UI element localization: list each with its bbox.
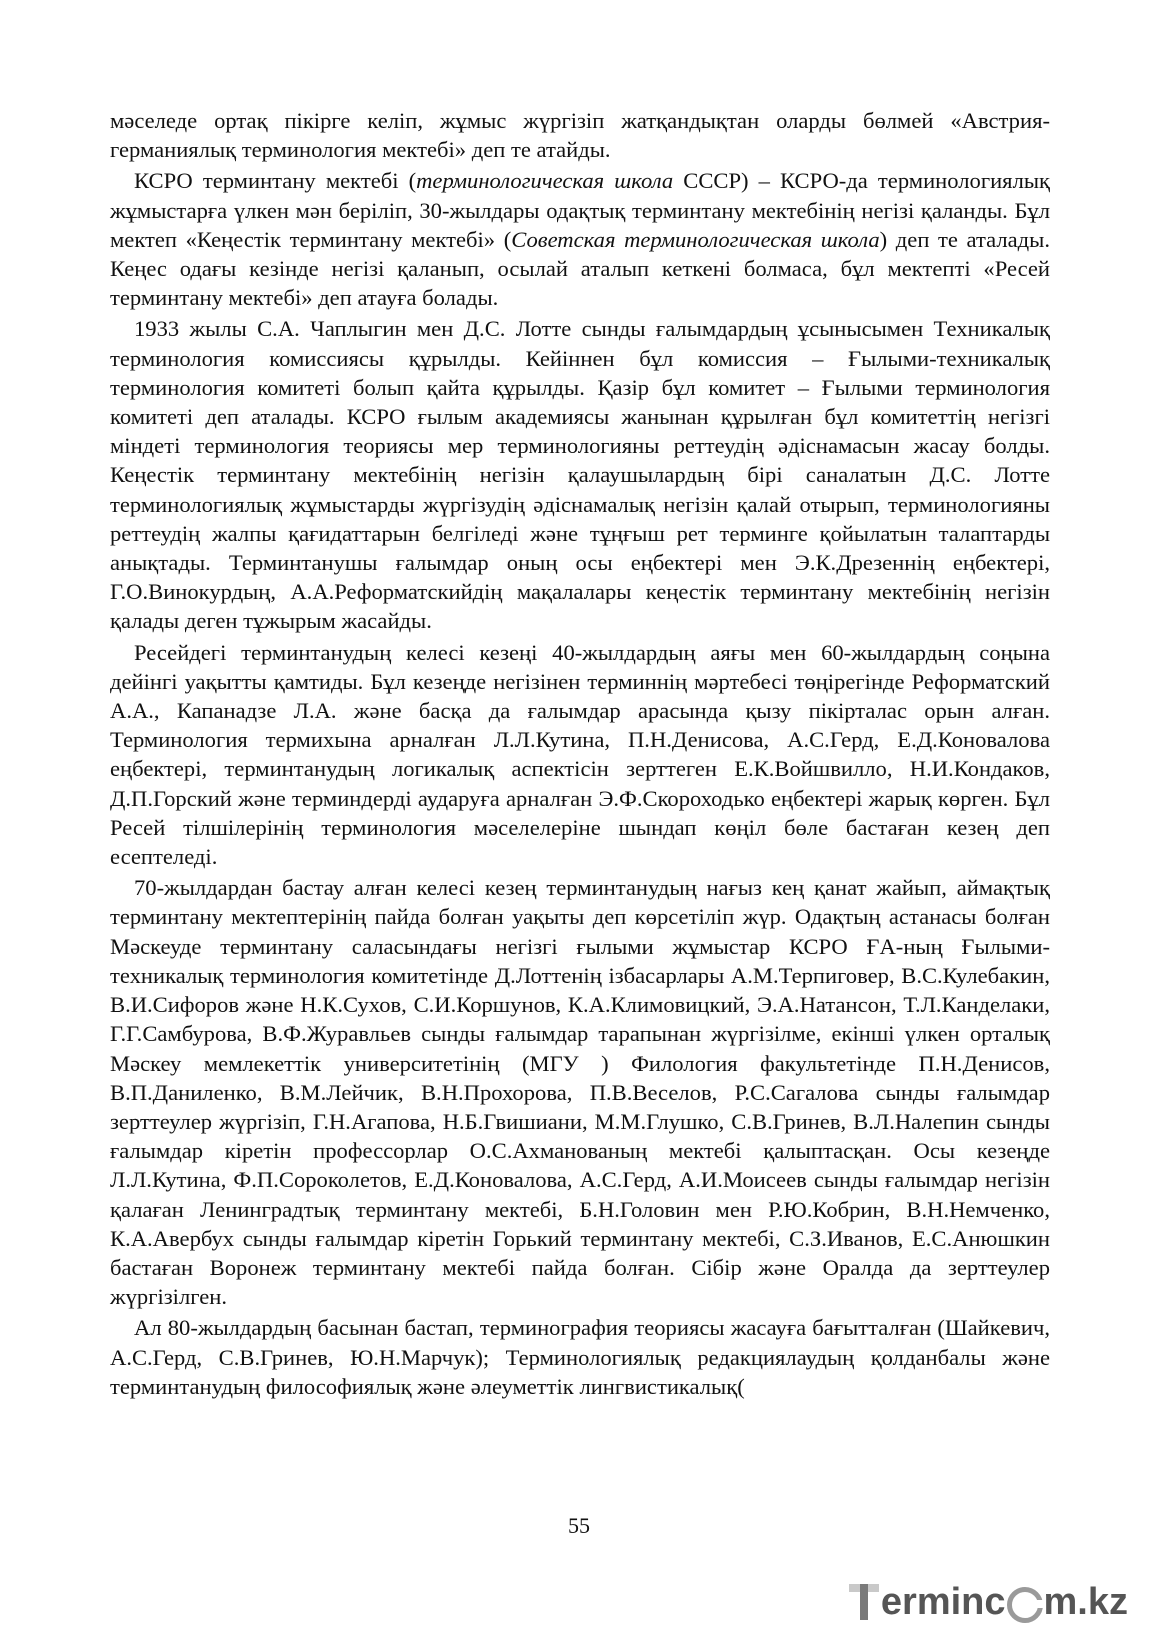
paragraph-text: Ал 80-жылдардың басынан бастап, терминография теориясы жасауға бағытталған (Шайкевич, А.С.Герд, С.В.Гринев, Ю.Н.Марчук); Терминологиялық редакциялаудың қолданбалы және терминтанудың философиялық және әлеуметтік лингвистикалық( [110,1315,1050,1399]
paragraph [110,106,1050,164]
italic-term: Советская терминологическая школа [511,226,880,252]
paragraph-text: 70-жылдардан бастау алған келесі кезең терминтанудың нағыз кең қанат жайып, аймақтық терминтану мектептерінің пайда болған уақыты деп көрсетіліп жүр. Одақтың астанасы болған Мәскеуде терминтану саласындағы негізгі ғылыми жұмыстар КСРО ҒА-ның Ғылыми-техникалық терминология комитетінде Д.Лоттенің ізбасарлары А.М.Терпиговер, В.С.Кулебакин, В.И.Сифоров және Н.К.Сухов, С.И.Коршунов, К.А.Климовицкий, Э.А.Натансон, Т.Л.Канделаки, Г.Г.Самбурова, В.Ф.Журавльев сынды ғалымдар тарапынан жүргізілме, екінші үлкен орталық Мәскеу мемлекеттік университетінің (МГУ ) Филология факультетінде П.Н.Денисов, В.П.Даниленко, В.М.Лейчик, В.Н.Прохорова, П.В.Веселов, Р.С.Сагалова сынды ғалымдар зерттеулер жүргізіп, Г.Н.Агапова, Н.Б.Гвишиани, М.М.Глушко, С.В.Гринев, В.Л.Налепин сынды ғалымдар кіретін профессорлар О.С.Ахманованың мектебі қалыптасқан. Осы кезеңде Л.Л.Кутина, Ф.П.Сороколетов, Е.Д.Коновалова, А.С.Герд, А.И.Моисеев сынды ғалымдар негізін қалаған Ленинградтық терминтану мектебі, Б.Н.Головин мен Р.Ю.Кобрин, В.Н.Немченко, К.А.Авербух сынды ғалымдар кіретін Горький терминтану мектебі, С.З.Иванов, Е.С.Анюшкин бастаған Воронеж терминтану мектебі пайда болған. Сібір және Оралда да зерттеулер жүргізілген. [110,875,1050,1310]
logo-text-part-2: m.kz [1043,1580,1128,1623]
paragraph [110,1313,1050,1401]
paragraph-text: 1933 жылы С.А. Чаплыгин мен Д.С. Лотте сынды ғалымдардың ұсынысымен Техникалық терминология комиссиясы құрылды. Кейіннен бұл комиссия – Ғылыми-техникалық терминология комитеті болып қайта құрылды. Қазір бұл комитет – Ғылыми терминология комитеті деп аталады. КСРО ғылым академиясы жанынан құрылған бұл комитеттің негізгі міндеті терминология теориясы мер терминологияны реттеудің әдіснамасын жасау болды. Кеңестік терминтану мектебінің негізін қалаушылардың бірі саналатын Д.С. Лотте терминологиялық жұмыстарды жүргізудің әдіснамалық негізін қалай отырып, терминологияны реттеудің жалпы қағидаттарын белгіледі және тұңғыш рет терминге қойылатын талаптарды анықтады. Терминтанушы ғалымдар оның осы еңбектері мен Э.К.Дрезеннің еңбектері, Г.О.Винокурдың, А.А.Реформатскийдің мақалалары кеңестік терминтану мектебінің негізін қалады деген тұжырым жасайды. [110,316,1050,634]
italic-term: терминологическая школа [416,168,674,194]
page-body [110,106,1050,1403]
paragraph-text: ) деп те аталады. Кеңес одағы кезінде негізі қаланып, осылай аталып кеткені болмаса, бұл мектепті «Ресей терминтану мектебі» деп атауға болады. [110,226,1051,311]
paragraph [110,314,1050,635]
logo-t-icon [849,1580,879,1624]
paragraph [110,638,1050,872]
paragraph [110,166,1050,312]
paragraph-text: КСРО терминтану мектебі ( [134,168,417,194]
paragraph-text: мәселеде ортақ пікірге келіп, жұмыс жүргізіп жатқандықтан оларды бөлмей «Австрия-германиялық терминология мектебі» деп те атайды. [110,108,1050,163]
logo-text-c: c [984,1580,1006,1623]
site-watermark-logo [849,1575,1128,1629]
paragraph-text: Ресейдегі терминтанудың келесі кезеңі 40-жылдардың аяғы мен 60-жылдардың соңына дейінгі уақытты қамтиды. Бұл кезеңде негізінен терминнің мәртебесі төңірегінде Реформатский А.А., Капанадзе Л.А. және басқа да ғалымдар арасында қызу пікірталас орын алған. Терминология термихына арналған Л.Л.Кутина, П.Н.Денисова, А.С.Герд, Е.Д.Коновалова еңбектері, терминтанудың логикалық аспектісін зерттеген Е.К.Войшвилло, Н.И.Кондаков, Д.П.Горский және терминдерді аударуға арналған Э.Ф.Скороходько еңбектері жарық көрген. Бұл Ресей тілшілерінің терминология мәселелеріне шындап көңіл бөле бастаған кезең деп есептеледі. [110,639,1050,870]
paragraph [110,873,1050,1311]
logo-text-part-1: ermin [880,1580,985,1623]
page-number: 55 [568,1513,590,1538]
paragraph-text: СССР) – КСРО-да терминологиялық жұмыстарға үлкен мән беріліп, 30-жылдары одақтық терминтану мектебінің негізі қаланды. Бұл мектеп «Кеңестік терминтану мектебі» ( [110,168,1051,252]
logo-o-icon [1007,1587,1043,1623]
